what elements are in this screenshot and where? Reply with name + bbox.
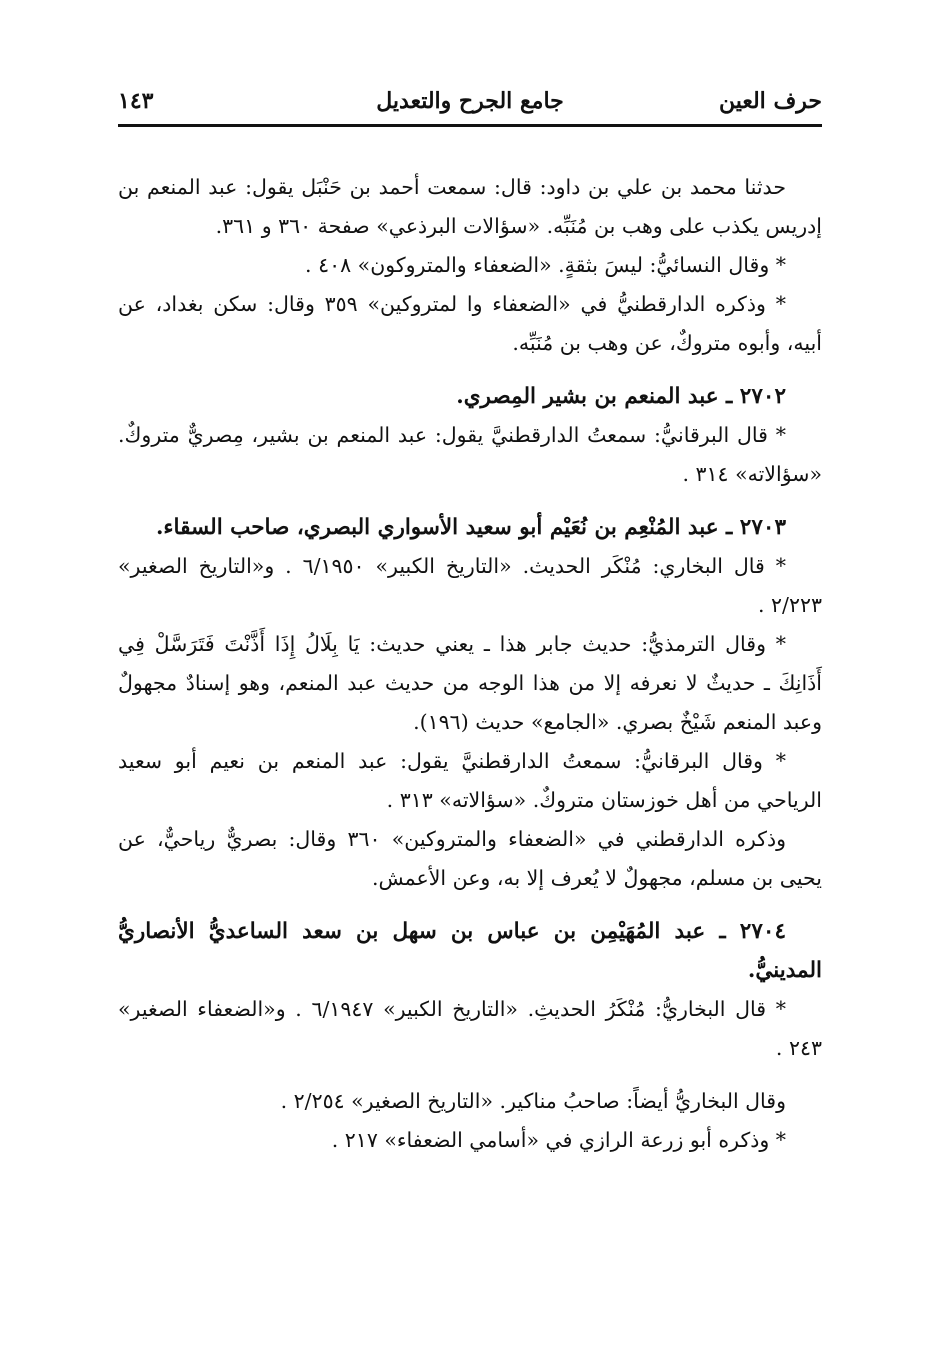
- paragraph: حدثنا محمد بن علي بن داود: قال: سمعت أحمد بن حَنْبَل يقول: عبد المنعم بن إدريس يكذب على وهب بن مُنَبِّه. «سؤالات البرذعي» صفحة ٣٦٠ و ٣٦١.: [118, 175, 822, 238]
- entry-title-2703: ٢٧٠٣ ـ عبد المُنْعِم بن نُعَيْم أبو سعيد الأسواري البصري، صاحب السقاء.: [155, 515, 786, 540]
- page-body: [118, 168, 822, 1160]
- book-title: جامع الجرح والتعديل: [376, 88, 564, 114]
- entry-title-2702: ٢٧٠٢ ـ عبد المنعم بن بشير المِصري.: [456, 384, 786, 409]
- paragraph: * وقال الترمذيُّ: حديث جابر هذا ـ يعني حديث: يَا بِلَالُ إِذَا أَذَّنْتَ فَتَرَسَّلْ فِي أَذَانِكَ ـ حديثٌ لا نعرفه إلا من هذا الوجه من حديث عبد المنعم، وهو إسنادٌ مجهولٌ وعبد المنعم شَيْخٌ بصري. «الجامع» حديث (١٩٦).: [118, 632, 822, 734]
- chapter-title: حرف العين: [718, 88, 822, 114]
- paragraph: * وقال النسائيُّ: ليسَ بثقةٍ. «الضعفاء والمتروكون» ٤٠٨ .: [305, 253, 786, 277]
- paragraph: * قال البخاريُّ: مُنْكَرُ الحديثِ. «التاريخ الكبير» ٦/١٩٤٧ . و«الضعفاء الصغير» ٢٤٣ .: [118, 997, 822, 1060]
- paragraph: * وقال البرقانيُّ: سمعتُ الدارقطنيَّ يقول: عبد المنعم بن نعيم أبو سعيد الرياحي من أهل خوزستان متروكٌ. «سؤالاته» ٣١٣ .: [118, 749, 822, 812]
- entry-title-2704: ٢٧٠٤ ـ عبد المُهَيْمِن بن عباس بن سهل بن سعد الساعديُّ الأنصاريُّ المدينيُّ.: [118, 919, 822, 983]
- paragraph: * قال البخاري: مُنْكَر الحديث. «التاريخ الكبير» ٦/١٩٥٠ . و«التاريخ الصغير» ٢/٢٢٣ .: [118, 554, 822, 617]
- paragraph: وذكره الدارقطني في «الضعفاء والمتروكين» ٣٦٠ وقال: بصريٌّ رياحيٌّ، عن يحيى بن مسلم، مجهولٌ لا يُعرف إلا به، وعن الأعمش.: [118, 827, 822, 890]
- paragraph: * قال البرقانيُّ: سمعتُ الدارقطنيَّ يقول: عبد المنعم بن بشير، مِصريٌّ متروكٌ. «سؤالاته» ٣١٤ .: [118, 423, 822, 486]
- paragraph: وقال البخاريُّ أيضاً: صاحبُ مناكير. «التاريخ الصغير» ٢/٢٥٤ .: [280, 1089, 786, 1113]
- paragraph: * وذكره الدارقطنيُّ في «الضعفاء وا لمتروكين» ٣٥٩ وقال: سكن بغداد، عن أبيه، وأبوه متروكٌ، عن وهب بن مُنَبِّه.: [118, 292, 822, 355]
- page-number: ١٤٣: [118, 88, 154, 114]
- header-rule: [118, 124, 822, 127]
- paragraph: * وذكره أبو زرعة الرازي في «أسامي الضعفاء» ٢١٧ .: [331, 1128, 786, 1152]
- running-header: [118, 84, 822, 120]
